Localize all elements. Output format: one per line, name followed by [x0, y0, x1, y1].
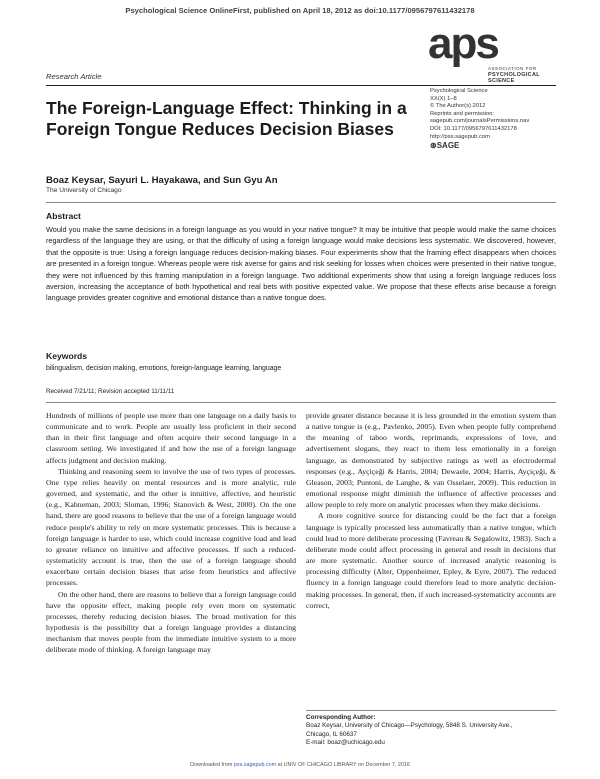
- body-paragraph: Thinking and reasoning seem to involve the use of two types of processes. One type relies heavily on mental resources and is more analytic, rule governed, and systematic, and the other is intuitive, affective, and heuristic (e.g., Kahneman, 2003; Sloman, 1996; Stanovich & West, 2000). On the one hand, there are good reasons to believe that the use of a foreign language would reduce people's ability to rely on more systematic processes. This is because a foreign language is harder to use, which could increase cognitive load and lead to greater reliance on intuitive and affective processes. If such a reduced-systematicity account is true, then the use of a foreign language should exacerbate certain decision biases that arise from heuristics and affective processes.: [46, 466, 296, 588]
- body-column-right: [306, 410, 556, 611]
- footer-suffix: at UNIV OF CHICAGO LIBRARY on December 7, 2016: [277, 762, 410, 768]
- meta-doi: DOI: 10.1177/0956797611432178: [430, 125, 517, 132]
- abstract-heading: Abstract: [46, 211, 81, 221]
- corresponding-divider: [306, 710, 556, 711]
- body-divider: [46, 402, 556, 403]
- body-paragraph: On the other hand, there are reasons to believe that a foreign language could have the opposite effect, making people rely even more on systematic processes, thereby reducing decision biases. The broad motivation for this hypothesis is the possibility that a foreign language provides a distancing mechanism that moves people from the immediate intuitive system to a more deliberate mode of thinking. A foreign language may: [46, 589, 296, 655]
- aps-logo-line2: PSYCHOLOGICAL SCIENCE: [488, 72, 540, 84]
- aps-logo-line1: ASSOCIATION FOR: [488, 66, 537, 71]
- meta-journal: Psychological Science: [430, 88, 488, 94]
- sage-text: SAGE: [436, 141, 460, 151]
- corresponding-line1: Boaz Keysar, University of Chicago—Psychology, 5848 S. University Ave.,: [306, 722, 513, 730]
- abstract-text: Would you make the same decisions in a foreign language as you would in your native tongue? It may be intuitive that people would make the same choices regardless of the language they are using, or that the difficulty of using a foreign language would make decisions less systematic. We discovered, however, that the opposite is true: Using a foreign language reduces decision-making biases. Four experiments show that the framing effect disappears when choices are presented in a foreign tongue. Whereas people were risk averse for gains and risk seeking for losses when choices were presented in their native tongue, they were not influenced by this framing manipulation in a foreign language. Two additional experiments show that using a foreign language reduces loss aversion, increasing the acceptance of both hypothetical and real bets with positive expected value. We propose that these effects arise because a foreign language provides greater cognitive and emotional distance than a native tongue does.: [46, 225, 556, 303]
- body-column-left: [46, 410, 296, 655]
- body-paragraph: Hundreds of millions of people use more than one language on a daily basis to communicate and to work. People are usually less proficient in their second than in their first language and often acquire their second language in a classroom setting. We investigated if and how the use of a foreign language affects judgment and decision making.: [46, 411, 296, 465]
- corresponding-email[interactable]: E-mail: boaz@uchicago.edu: [306, 739, 385, 747]
- corresponding-line2: Chicago, IL 60637: [306, 730, 357, 738]
- sage-logo: [430, 142, 570, 150]
- article-meta: [430, 88, 570, 150]
- meta-copyright: © The Author(s) 2012: [430, 103, 486, 110]
- top-divider: [46, 85, 556, 86]
- meta-permissions-link[interactable]: sagepub.com/journalsPermissions.nav: [430, 118, 530, 125]
- corresponding-heading: Corresponding Author:: [306, 714, 376, 721]
- article-type: Research Article: [46, 72, 102, 81]
- body-paragraph: provide greater distance because it is less grounded in the emotion system than a native tongue is (e.g., Pavlenko, 2005). Even when people fully comprehend the meaning of taboo words, reprimands, expressions of love, and advertisement slogans, they react to them less emotionally in a foreign language, as demonstrated by subjective ratings as well as electrodermal responses (e.g., Ayçiçeği & Harris, 2004; Dewaele, 2004; Harris, Ayçiçeği, & Gleason, 2003; Puntoni, de Langhe, & van Osselaer, 2009). This reduction in emotional response might diminish the influence of affective processes and allow people to rely more on analytic processes when they make decisions.: [306, 411, 556, 510]
- journal-header-line: Psychological Science OnlineFirst, published on April 18, 2012 as doi:10.1177/0956797611432178: [125, 6, 475, 15]
- authors: Boaz Keysar, Sayuri L. Hayakawa, and Sun Gyu An: [46, 175, 278, 186]
- download-footer: [0, 762, 600, 768]
- keywords-text: bilingualism, decision making, emotions, foreign-language learning, language: [46, 365, 282, 372]
- meta-url[interactable]: http://pss.sagepub.com: [430, 133, 490, 140]
- body-paragraph: A more cognitive source for distancing could be the fact that a foreign language is typically processed less automatically than a native tongue, which could lead to more deliberate processing (Favreau & Segalowitz, 1983). Such a deliberate mode could affect processing in general and result in decisions that are more systematic. Another source of increased analytic reasoning is processing difficulty (Alter, Oppenheimer, Epley, & Eyre, 2007). The reduced fluency in a foreign language could therefore lead to more analytic decision-making processes. In general, then, if such increased-systematicity accounts are correct,: [306, 511, 556, 610]
- corresponding-author: [306, 714, 556, 748]
- footer-prefix: Downloaded from: [190, 762, 233, 768]
- sage-icon: ⊛: [430, 141, 437, 151]
- meta-reprints: Reprints and permission:: [430, 110, 495, 117]
- article-title: The Foreign-Language Effect: Thinking in a Foreign Tongue Reduces Decision Biases: [46, 98, 407, 139]
- keywords-heading: Keywords: [46, 351, 88, 361]
- received-dates: Received 7/21/11; Revision accepted 11/11/11: [46, 388, 175, 395]
- affiliation: The University of Chicago: [46, 187, 122, 194]
- aps-logo-mark: aps: [428, 19, 498, 68]
- meta-volume: XX(X) 1–8: [430, 95, 457, 102]
- abstract-divider: [46, 202, 556, 203]
- aps-logo: [428, 19, 558, 84]
- footer-link[interactable]: pss.sagepub.com: [233, 762, 277, 768]
